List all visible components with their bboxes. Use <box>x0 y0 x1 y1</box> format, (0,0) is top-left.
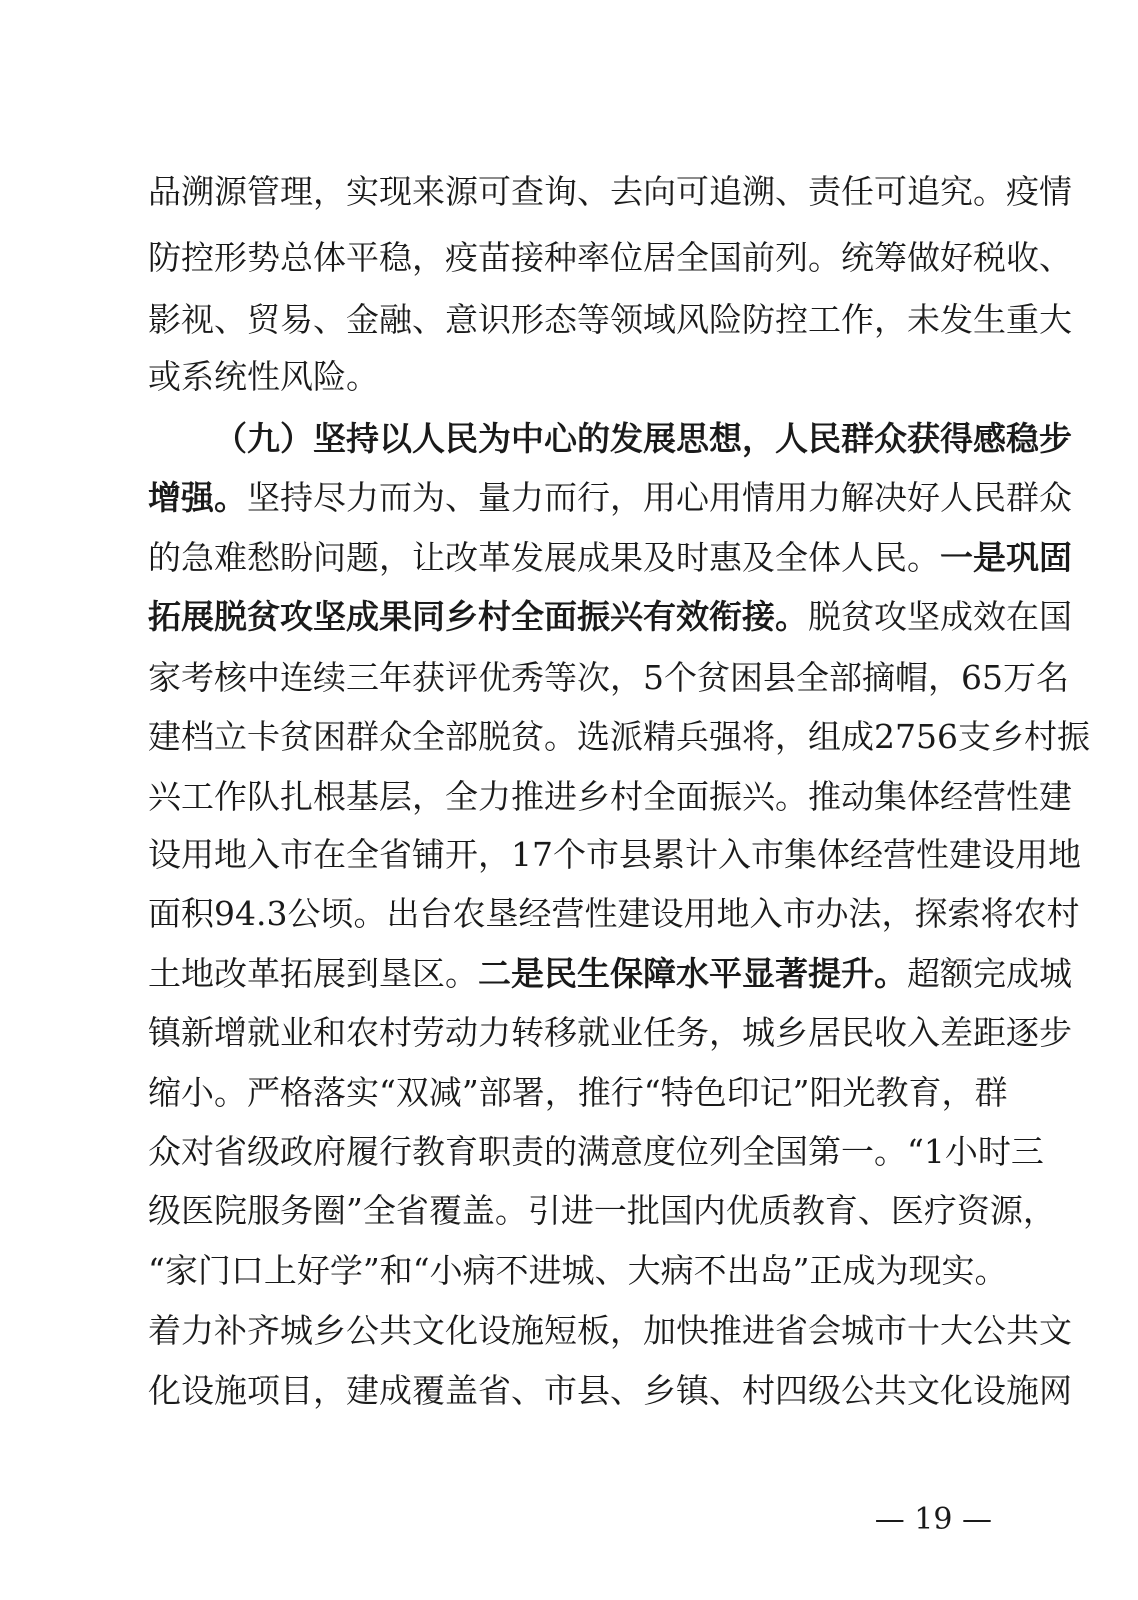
paragraph-2-line-3-text: 的急难愁盼问题，让改革发展成果及时惠及全体人民。 <box>148 538 940 577</box>
paragraph-2-line-10-text-a: 土地改革拓展到垦区。 <box>148 954 478 993</box>
paragraph-2-line-9: 面积94.3公顷。出台农垦经营性建设用地入市办法，探索将农村 <box>148 894 1080 933</box>
paragraph-2-line-4 <box>148 597 1072 637</box>
paragraph-1-line-4: 或系统性风险。 <box>148 357 379 396</box>
paragraph-1-line-1: 品溯源管理，实现来源可查询、去向可追溯、责任可追究。疫情 <box>148 172 1072 211</box>
paragraph-2-line-13: 众对省级政府履行教育职责的满意度位列全国第一。“1小时三 <box>148 1132 1044 1171</box>
paragraph-1-line-2: 防控形势总体平稳，疫苗接种率位居全国前列。统筹做好税收、 <box>148 238 1072 277</box>
point-one-heading-end: 拓展脱贫攻坚成果同乡村全面振兴有效衔接。 <box>148 597 808 636</box>
paragraph-2-line-12: 缩小。严格落实“双减”部署，推行“特色印记”阳光教育，群 <box>148 1073 1008 1112</box>
paragraph-1-line-3: 影视、贸易、金融、意识形态等领域风险防控工作，未发生重大 <box>148 300 1072 339</box>
paragraph-2-line-16: 着力补齐城乡公共文化设施短板，加快推进省会城市十大公共文 <box>148 1311 1072 1350</box>
paragraph-2-line-6: 建档立卡贫困群众全部脱贫。选派精兵强将，组成2756支乡村振 <box>148 717 1090 756</box>
paragraph-2-line-2 <box>148 478 1072 518</box>
paragraph-2-line-15: “家门口上好学”和“小病不进城、大病不出岛”正成为现实。 <box>148 1251 1008 1290</box>
paragraph-2-line-2-text: 坚持尽力而为、量力而行，用心用情用力解决好人民群众 <box>247 478 1072 517</box>
paragraph-2-line-14: 级医院服务圈”全省覆盖。引进一批国内优质教育、医疗资源， <box>148 1191 1056 1230</box>
page-number: — 19 — <box>874 1502 992 1537</box>
paragraph-2-line-4-text: 脱贫攻坚成效在国 <box>808 597 1072 636</box>
paragraph-2-line-11: 镇新增就业和农村劳动力转移就业任务，城乡居民收入差距逐步 <box>148 1013 1072 1052</box>
paragraph-2-line-7: 兴工作队扎根基层，全力推进乡村全面振兴。推动集体经营性建 <box>148 777 1072 816</box>
paragraph-2-line-3 <box>148 538 1072 578</box>
paragraph-2-line-5: 家考核中连续三年获评优秀等次，5个贫困县全部摘帽，65万名 <box>148 658 1069 697</box>
section-heading-line-1: （九）坚持以人民为中心的发展思想，人民群众获得感稳步 <box>214 419 1072 458</box>
point-two-heading: 二是民生保障水平显著提升。 <box>478 954 907 993</box>
section-heading-line-2: 增强。 <box>148 478 247 517</box>
paragraph-2-line-10-text-c: 超额完成城 <box>907 954 1072 993</box>
paragraph-2-line-17: 化设施项目，建成覆盖省、市县、乡镇、村四级公共文化设施网 <box>148 1371 1072 1410</box>
point-one-heading-start: 一是巩固 <box>940 538 1072 577</box>
paragraph-2-line-8: 设用地入市在全省铺开，17个市县累计入市集体经营性建设用地 <box>148 835 1081 874</box>
paragraph-2-line-10 <box>148 954 1072 994</box>
